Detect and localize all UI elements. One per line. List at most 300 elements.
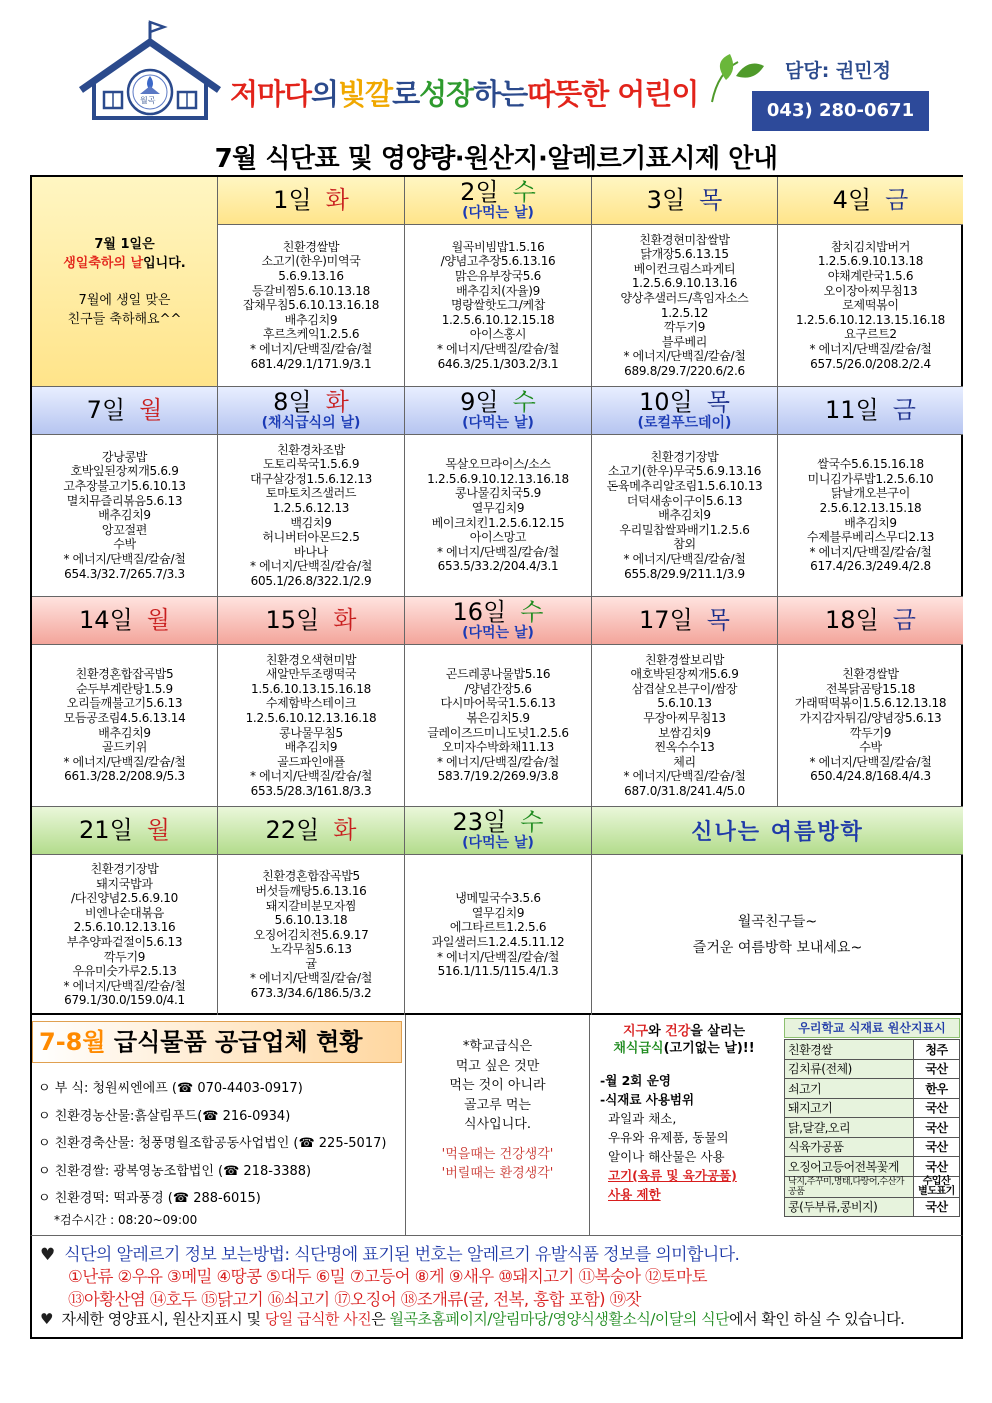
day-label: [453, 600, 544, 625]
menu-item: 친환경오색현미밥: [265, 652, 357, 667]
menu-item: 수제함박스테이크: [265, 696, 357, 711]
day-label: [86, 395, 163, 424]
nutrition-label: * 에너지/단백질/칼슘/철: [809, 544, 932, 559]
nutrition-label: * 에너지/단백질/칼슘/철: [249, 769, 373, 784]
vacation-banner: 신나는 여름방학: [592, 807, 963, 855]
menu-item: 가지감자튀김/양념장5.6.13: [799, 710, 942, 725]
slogan-part: 성장: [419, 77, 474, 111]
day-theme: (다먹는 날): [462, 415, 534, 432]
menu-item: 배추김치9: [284, 312, 338, 327]
origin-item: 김치류(전체): [785, 1059, 914, 1079]
nutrition-label: * 에너지/단백질/칼슘/철: [623, 349, 746, 364]
day-header: [32, 807, 218, 855]
menu-item: 월곡비빔밥1.5.16: [451, 239, 545, 254]
weekday: 금: [892, 605, 916, 634]
supplier-item: ㅇ 부 식: 청원씨엔에프 (☎ 070-4403-0917): [38, 1081, 303, 1096]
day-label: [646, 185, 723, 214]
menu-item: 아이스홍시: [469, 327, 527, 342]
menu-item: 비엔나순대볶음: [84, 905, 165, 920]
menu-item: 백김치9: [290, 515, 332, 530]
menu-item: 650.4/24.8/168.4/4.3: [810, 769, 931, 784]
menu-item: /양념간장5.6: [464, 681, 532, 696]
nutrition-label: * 에너지/단백질/칼슘/철: [809, 341, 932, 356]
meal-msg-line: 먹고 싶은 것만: [455, 1058, 540, 1074]
day-number: 2일: [460, 178, 499, 207]
menu-item: 더덕새송이구이5.6.13: [626, 493, 743, 508]
nutrition-label: * 에너지/단백질/칼슘/철: [249, 971, 373, 986]
day-menu: [592, 225, 778, 387]
origin-table: [784, 1039, 960, 1217]
menu-item: 1.2.5.6.10.12.13.15.16.18: [796, 312, 945, 327]
origin-place: 국산: [914, 1137, 960, 1157]
weekday: 화: [325, 185, 349, 214]
supplier-item: ㅇ 친환경축산물: 청풍명월조합공동사업법인 (☎ 225-5017): [38, 1136, 387, 1151]
menu-item: 1.2.5.6.9.10.13.16: [631, 276, 738, 291]
day-menu: [218, 435, 405, 597]
menu-item: 1.2.5.6.9.10.12.13.16.18: [427, 471, 569, 486]
menu-item: 돼지갈비분모자찜: [265, 898, 357, 913]
menu-item: 모듬공조림4.5.6.13.14: [63, 710, 186, 725]
day-number: 4일: [832, 185, 872, 214]
menu-item: 617.4/26.3/249.4/2.8: [810, 559, 931, 574]
origin-label-section: [778, 1015, 963, 1235]
day-number: 21일: [79, 815, 133, 844]
menu-item: 볶은김치5.9: [466, 710, 530, 725]
day-number: 15일: [265, 605, 320, 634]
veg-h-saving: 을 살리는: [690, 1024, 746, 1039]
nutrition-label: * 에너지/단백질/칼슘/철: [63, 551, 186, 566]
origin-title: 우리학교 식재료 원산지표시: [784, 1018, 960, 1038]
menu-item: 맑은유부장국5.6: [455, 269, 541, 284]
day-number: 11일: [825, 395, 879, 424]
menu-item: /다진양념2.5.6.9.10: [71, 891, 178, 906]
birthday-line3: 친구들 축하해요^^: [67, 311, 182, 327]
slogan-part: 로: [392, 77, 420, 111]
nutrition-label: * 에너지/단백질/칼슘/철: [623, 769, 746, 784]
day-menu: [32, 645, 218, 807]
menu-item: 655.8/29.9/211.1/3.9: [624, 566, 745, 581]
slogan-part: 의: [311, 77, 339, 111]
menu-item: 냉메밀국수3.5.6: [455, 891, 541, 906]
menu-item: 1.5.6.10.13.15.16.18: [251, 681, 371, 696]
menu-item: 배추김치9: [284, 740, 338, 755]
vacation-message: [592, 855, 963, 1015]
menu-item: 소고기(한우)무국5.6.9.13.16: [607, 464, 762, 479]
origin-row: [785, 1197, 960, 1217]
menu-item: 516.1/11.5/115.4/1.3: [437, 964, 559, 979]
menu-item: 친환경쌀밥: [842, 667, 899, 682]
allergen-list-1: ①난류 ②우유 ③메밀 ④땅콩 ⑤대두 ⑥밀 ⑦고등어 ⑧게 ⑨새우 ⑩돼지고기 ⑪복숭아 ⑫토마토: [68, 1267, 707, 1286]
day-menu: [778, 435, 963, 597]
menu-item: 수제블루베리스무디2.13: [806, 530, 935, 545]
menu-item: 로제떡볶이: [842, 298, 899, 313]
day-label: [265, 815, 357, 844]
day-header: [218, 597, 405, 645]
menu-item: 1.2.5.12: [660, 305, 709, 320]
origin-row: [785, 1118, 960, 1138]
day-header: [592, 177, 778, 225]
origin-place: 국산: [914, 1157, 960, 1177]
weekday: 금: [892, 395, 916, 424]
meal-msg-line: 먹는 것이 아니라: [449, 1078, 546, 1093]
menu-item: 닭날개오븐구이: [830, 486, 911, 501]
veg-line: 우유와 유제품, 동물의: [608, 1130, 729, 1145]
menu-item: 2.5.6.10.12.13.16: [73, 920, 176, 935]
veg-line-restrict: 고기(육류 및 육가공품): [608, 1168, 737, 1183]
day-label: [639, 605, 730, 634]
menu-item: 곤드레콩나물밥5.16: [445, 667, 551, 682]
menu-item: 베이컨크림스파게티: [633, 261, 736, 276]
menu-item: 오리들깨불고기5.6.13: [66, 696, 183, 711]
weekday: 월: [139, 395, 163, 424]
nutrition-label: * 에너지/단백질/칼슘/철: [436, 544, 560, 559]
menu-item: 5.6.10.13: [657, 696, 712, 711]
origin-place: 수입산 별도표기: [914, 1176, 960, 1197]
menu-item: 친환경쌀보리밥: [644, 652, 725, 667]
weekday: 금: [885, 185, 909, 214]
menu-item: 글레이즈드미니도넛1.2.5.6: [427, 725, 569, 740]
page-title: 7월 식단표 및 영양량·원산지·알레르기표시제 안내: [214, 144, 778, 174]
day-label: [825, 395, 916, 424]
menu-item: 허니버터아몬드2.5: [262, 530, 360, 545]
manager-name: 담당: 권민정: [785, 60, 891, 82]
day-header: [778, 597, 963, 645]
menu-item: 블루베리: [661, 334, 708, 349]
menu-item: 바나나: [294, 544, 328, 559]
nutrition-label: * 에너지/단백질/칼슘/철: [249, 559, 373, 574]
vegetarian-heading-2: [600, 1040, 768, 1057]
page-header: [0, 0, 992, 175]
birthday-highlight: 생일축하의 날: [63, 255, 144, 271]
day-theme: (다먹는 날): [462, 835, 534, 852]
menu-item: 수박: [113, 537, 136, 552]
menu-item: 배추김치9: [658, 508, 711, 523]
veg-h-earth: 지구: [622, 1024, 649, 1039]
supplier-list: [38, 1075, 386, 1213]
meal-msg-line: 식사입니다.: [464, 1117, 531, 1132]
meal-slogan-eat: '먹을때는 건강생각': [441, 1146, 554, 1162]
menu-item: 콩나물김치국5.9: [455, 486, 541, 501]
menu-item: 고추장불고기5.6.10.13: [63, 479, 186, 494]
menu-item: 대구살강정1.5.6.12.13: [250, 471, 372, 486]
allergen-list-2: ⑬아황산염 ⑭호두 ⑮닭고기 ⑯쇠고기 ⑰오징어 ⑱조개류(굴, 전복, 홍합 포함) ⑲잣: [68, 1290, 641, 1309]
day-theme: (다먹는 날): [462, 625, 534, 642]
day-label: [265, 605, 357, 634]
menu-item: 배추김치9: [98, 508, 151, 523]
school-badge-label: 월곡: [140, 96, 156, 105]
day-header: [32, 387, 218, 435]
menu-item: 보쌈김치9: [658, 725, 711, 740]
origin-item: 콩(두부류,콩비지): [785, 1197, 914, 1217]
menu-item: 순두부계란탕1.5.9: [76, 681, 173, 696]
menu-item: /양념고추장5.6.13.16: [440, 254, 556, 269]
menu-item: 우리밀찹쌀꽈배기1.2.5.6: [619, 522, 750, 537]
slogan-part: 하는: [473, 77, 528, 111]
detail-photo: 당일 급식한 사진: [264, 1310, 372, 1328]
menu-item: 오이장아찌무침13: [823, 283, 918, 298]
day-number: 18일: [825, 605, 879, 634]
menu-item: 과일샐러드1.2.4.5.11.12: [431, 935, 565, 949]
menu-item: 653.5/28.3/161.8/3.3: [250, 783, 372, 798]
day-number: 7일: [86, 395, 126, 424]
day-number: 23일: [452, 808, 507, 837]
menu-item: 골드키위: [101, 740, 148, 755]
day-header: [218, 387, 405, 435]
day-header: [218, 177, 405, 225]
detail-text: 에서 확인 하실 수 있습니다.: [729, 1310, 905, 1328]
veg-line: 과일과 채소,: [608, 1111, 677, 1126]
menu-item: 앙꼬절편: [101, 522, 148, 537]
menu-item: 토마토치즈샐러드: [265, 486, 357, 501]
day-menu: [405, 645, 592, 807]
nutrition-label: * 에너지/단백질/칼슘/철: [809, 754, 932, 769]
menu-item: 654.3/32.7/265.7/3.3: [64, 566, 185, 581]
menu-item: 콩나물무침5: [279, 725, 343, 740]
origin-item: 돼지고기: [785, 1098, 914, 1118]
weekday: 화: [325, 388, 349, 417]
origin-place: 국산: [914, 1197, 960, 1217]
supplier-title: [32, 1021, 402, 1063]
menu-item: 다시마어묵국1.5.6.13: [440, 696, 556, 711]
weekday: 수: [520, 598, 544, 627]
menu-item: 깍두기9: [849, 725, 892, 740]
weekday: 화: [333, 815, 357, 844]
origin-row: [785, 1157, 960, 1177]
vacation-msg-line2: 즐거운 여름방학 보내세요~: [692, 940, 863, 956]
day-header: [778, 387, 963, 435]
origin-item: 오징어고등어전복꽃게: [785, 1157, 914, 1177]
veg-h-health: 건강: [665, 1024, 691, 1039]
nutrition-label: * 에너지/단백질/칼슘/철: [436, 949, 560, 964]
day-menu: [218, 855, 405, 1015]
menu-item: 605.1/26.8/322.1/2.9: [250, 573, 372, 588]
menu-item: 닭개장5.6.13.15: [640, 247, 729, 262]
nutrition-label: * 에너지/단백질/칼슘/철: [436, 341, 560, 356]
menu-item: 체리: [673, 754, 696, 769]
menu-item: 버섯들깨탕5.6.13.16: [255, 883, 367, 898]
menu-item: 친환경기장밥: [90, 862, 159, 877]
day-menu: [405, 225, 592, 387]
menu-item: 참치김치밥버거: [830, 239, 911, 254]
nutrition-label: * 에너지/단백질/칼슘/철: [63, 978, 186, 993]
menu-item: 687.0/31.8/241.4/5.0: [624, 783, 745, 798]
origin-row: [785, 1137, 960, 1157]
menu-item: 목살오므라이스/소스: [445, 457, 551, 472]
menu-item: 잡채무침5.6.10.13.16.18: [242, 298, 380, 313]
menu-item: 679.1/30.0/159.0/4.1: [64, 993, 185, 1008]
slogan-part: 저마다: [230, 77, 312, 111]
weekday: 목: [699, 185, 723, 214]
menu-item: 쌀국수5.6.15.16.18: [817, 457, 924, 472]
menu-item: 등갈비찜5.6.10.13.18: [252, 283, 370, 298]
menu-item: 수박: [859, 740, 882, 755]
menu-item: 친환경혼합잡곡밥5: [75, 667, 174, 682]
origin-place: 국산: [914, 1118, 960, 1138]
menu-item: 아이스망고: [469, 530, 527, 545]
menu-item: 돈육메추리알조림1.5.6.10.13: [606, 479, 763, 494]
menu-item: 미니김가루밥1.2.5.6.10: [807, 471, 934, 486]
menu-item: 도토리묵국1.5.6.9: [262, 457, 360, 472]
menu-item: 귤: [305, 956, 317, 971]
menu-item: 646.3/25.1/303.2/3.1: [437, 356, 559, 371]
day-label: [273, 185, 349, 214]
origin-row: [785, 1079, 960, 1099]
day-menu: [218, 225, 405, 387]
school-slogan: [230, 72, 698, 113]
day-label: [453, 810, 544, 835]
vegetarian-day-info: [590, 1015, 778, 1235]
nutrition-label: * 에너지/단백질/칼슘/철: [63, 754, 186, 769]
origin-item: 식육가공품: [785, 1137, 914, 1157]
day-menu: [32, 855, 218, 1015]
weekday: 월: [146, 605, 170, 634]
menu-item: 야채계란국1.5.6: [827, 269, 914, 284]
day-number: 3일: [646, 185, 686, 214]
menu-item: 삼겹살오븐구이/쌈장: [631, 681, 738, 696]
menu-item: 가래떡떡볶이1.5.6.12.13.18: [794, 696, 947, 711]
menu-item: 호박잎된장찌개5.6.9: [70, 464, 179, 479]
day-number: 9일: [460, 388, 499, 417]
day-number: 16일: [452, 598, 507, 627]
slogan-part: 빛깔: [338, 77, 393, 111]
menu-calendar: [30, 175, 963, 1015]
vacation-msg-line1: 월곡친구들~: [737, 914, 818, 930]
menu-item: 명랑쌀핫도그/케찹: [450, 298, 546, 313]
day-menu: [778, 225, 963, 387]
menu-item: 오징어김치전5.6.9.17: [253, 927, 369, 942]
menu-item: 5.6.10.13.18: [274, 913, 348, 928]
weekday: 목: [706, 388, 730, 417]
day-label: [832, 185, 909, 214]
origin-item: 쇠고기: [785, 1079, 914, 1099]
day-label: [273, 390, 349, 415]
weekday: 수: [520, 808, 544, 837]
menu-item: 친환경쌀밥: [282, 239, 340, 254]
origin-item: 낙지,주꾸미,명태,다랑어,수산가공품: [785, 1176, 914, 1197]
supplier-item: ㅇ 친환경떡: 떡과풍경 (☎ 288-6015): [38, 1191, 261, 1206]
menu-item: 1.2.5.6.9.10.13.18: [817, 254, 924, 269]
weekday: 목: [706, 605, 730, 634]
day-number: 1일: [273, 185, 312, 214]
menu-item: 오미자수박화채11.13: [442, 740, 554, 755]
weekday: 월: [146, 815, 170, 844]
phone-number[interactable]: 043) 280-0671: [752, 91, 929, 131]
meal-msg-line: *학교급식은: [462, 1039, 533, 1054]
menu-item: 참외: [673, 537, 696, 552]
menu-item: 양상추샐러드/흑임자소스: [620, 290, 749, 305]
day-theme: (다먹는 날): [462, 205, 534, 222]
menu-item: 배추김치(자율)9: [456, 283, 540, 298]
day-number: 8일: [273, 388, 312, 417]
day-header: [32, 597, 218, 645]
menu-item: 1.2.5.6.12.13: [272, 500, 350, 515]
day-header: [592, 387, 778, 435]
menu-item: 우유미숫가루2.5.13: [72, 964, 177, 979]
supplier-item: ㅇ 친환경쌀: 광복영농조합법인 (☎ 218-3388): [38, 1163, 312, 1179]
day-header: [592, 597, 778, 645]
menu-item: 강낭콩밥: [101, 449, 148, 464]
detail-info-note: [40, 1311, 953, 1328]
weekday: 수: [512, 178, 536, 207]
allergy-notes: [30, 1235, 963, 1339]
origin-place: 청주: [914, 1040, 960, 1060]
nutrition-label: * 에너지/단백질/칼슘/철: [249, 341, 373, 356]
day-label: [639, 390, 730, 415]
menu-item: 1.2.5.6.10.12.13.16.18: [245, 710, 377, 725]
day-number: 22일: [265, 815, 320, 844]
meal-message: [405, 1015, 590, 1235]
day-header: [405, 177, 592, 225]
vegetarian-heading: [600, 1023, 768, 1040]
menu-item: 681.4/29.1/171.9/3.1: [250, 356, 372, 371]
slogan-part: 따뜻한 어린이: [527, 77, 699, 111]
homepage-path-link[interactable]: 월곡초홈페이지/알림마당/영양식생활소식/이달의 식단: [389, 1310, 730, 1328]
veg-h-and: 와: [648, 1024, 666, 1039]
allergy-guide: [40, 1240, 953, 1265]
menu-item: 노각무침5.6.13: [270, 942, 352, 957]
menu-item: 찐옥수수13: [654, 740, 715, 755]
menu-item: 후르츠케익1.2.5.6: [262, 327, 360, 342]
menu-item: 무장아찌무침13: [643, 710, 726, 725]
meal-slogan: [442, 1145, 554, 1183]
menu-item: 친환경현미찹쌀밥: [639, 232, 730, 247]
menu-item: 베이크치킨1.2.5.6.12.15: [431, 515, 565, 530]
menu-item: 689.8/29.7/220.6/2.6: [624, 363, 745, 378]
menu-item: 653.5/33.2/204.4/3.1: [437, 559, 559, 574]
day-theme: (채식급식의 날): [261, 415, 361, 432]
menu-item: 583.7/19.2/269.9/3.8: [437, 769, 559, 784]
menu-item: 새알만두조랭떡국: [265, 667, 357, 682]
nutrition-label: * 에너지/단백질/칼슘/철: [623, 551, 746, 566]
birthday-line1b: [63, 254, 186, 273]
detail-text: 자세한 영양표시, 원산지표시 및: [61, 1310, 265, 1328]
origin-item: 닭,달걀,오리: [785, 1118, 914, 1138]
day-label: [460, 180, 536, 205]
origin-row: [785, 1040, 960, 1060]
day-header: [405, 387, 592, 435]
supplier-title-text: 급식물품 공급업체 현황: [105, 1028, 363, 1056]
day-number: 10일: [639, 388, 693, 417]
veg-line: -식재료 사용범위: [600, 1092, 695, 1107]
menu-item: 깍두기9: [103, 949, 146, 964]
birthday-line1c: 입니다.: [143, 255, 186, 271]
menu-item: 친환경혼합잡곡밥5: [262, 869, 360, 884]
allergy-guide-text: 식단의 알레르기 정보 보는방법: 식단명에 표기된 번호는 알레르기 유발식품 정보를 의미합니다.: [64, 1245, 740, 1265]
menu-item: 애호박된장찌개5.6.9: [630, 667, 739, 682]
birthday-line2: 7월에 생일 맞은: [78, 292, 171, 308]
school-house-logo: [78, 18, 228, 123]
origin-place: 국산: [914, 1098, 960, 1118]
menu-item: 2.5.6.12.13.15.18: [819, 500, 922, 515]
menu-item: 673.3/34.6/186.5/3.2: [250, 986, 372, 1001]
weekday: 수: [512, 388, 536, 417]
heart-icon: ♥: [40, 1245, 55, 1265]
menu-item: 전복닭곰탕15.18: [825, 681, 916, 696]
origin-place: 국산: [914, 1059, 960, 1079]
day-header: [405, 807, 592, 855]
veg-line: -월 2회 운영: [600, 1073, 671, 1088]
menu-item: 요구르트2: [844, 327, 897, 342]
supplier-title-months: 7-8월: [39, 1028, 106, 1056]
day-number: 17일: [639, 605, 693, 634]
origin-item: 친환경쌀: [785, 1040, 914, 1060]
day-label: [79, 605, 170, 634]
day-menu: [218, 645, 405, 807]
day-menu: [592, 435, 778, 597]
menu-item: 돼지국밥과: [96, 876, 153, 891]
menu-item: 에그타르트1.2.5.6: [449, 920, 547, 935]
menu-item: 부추양파겉절이5.6.13: [66, 935, 183, 949]
